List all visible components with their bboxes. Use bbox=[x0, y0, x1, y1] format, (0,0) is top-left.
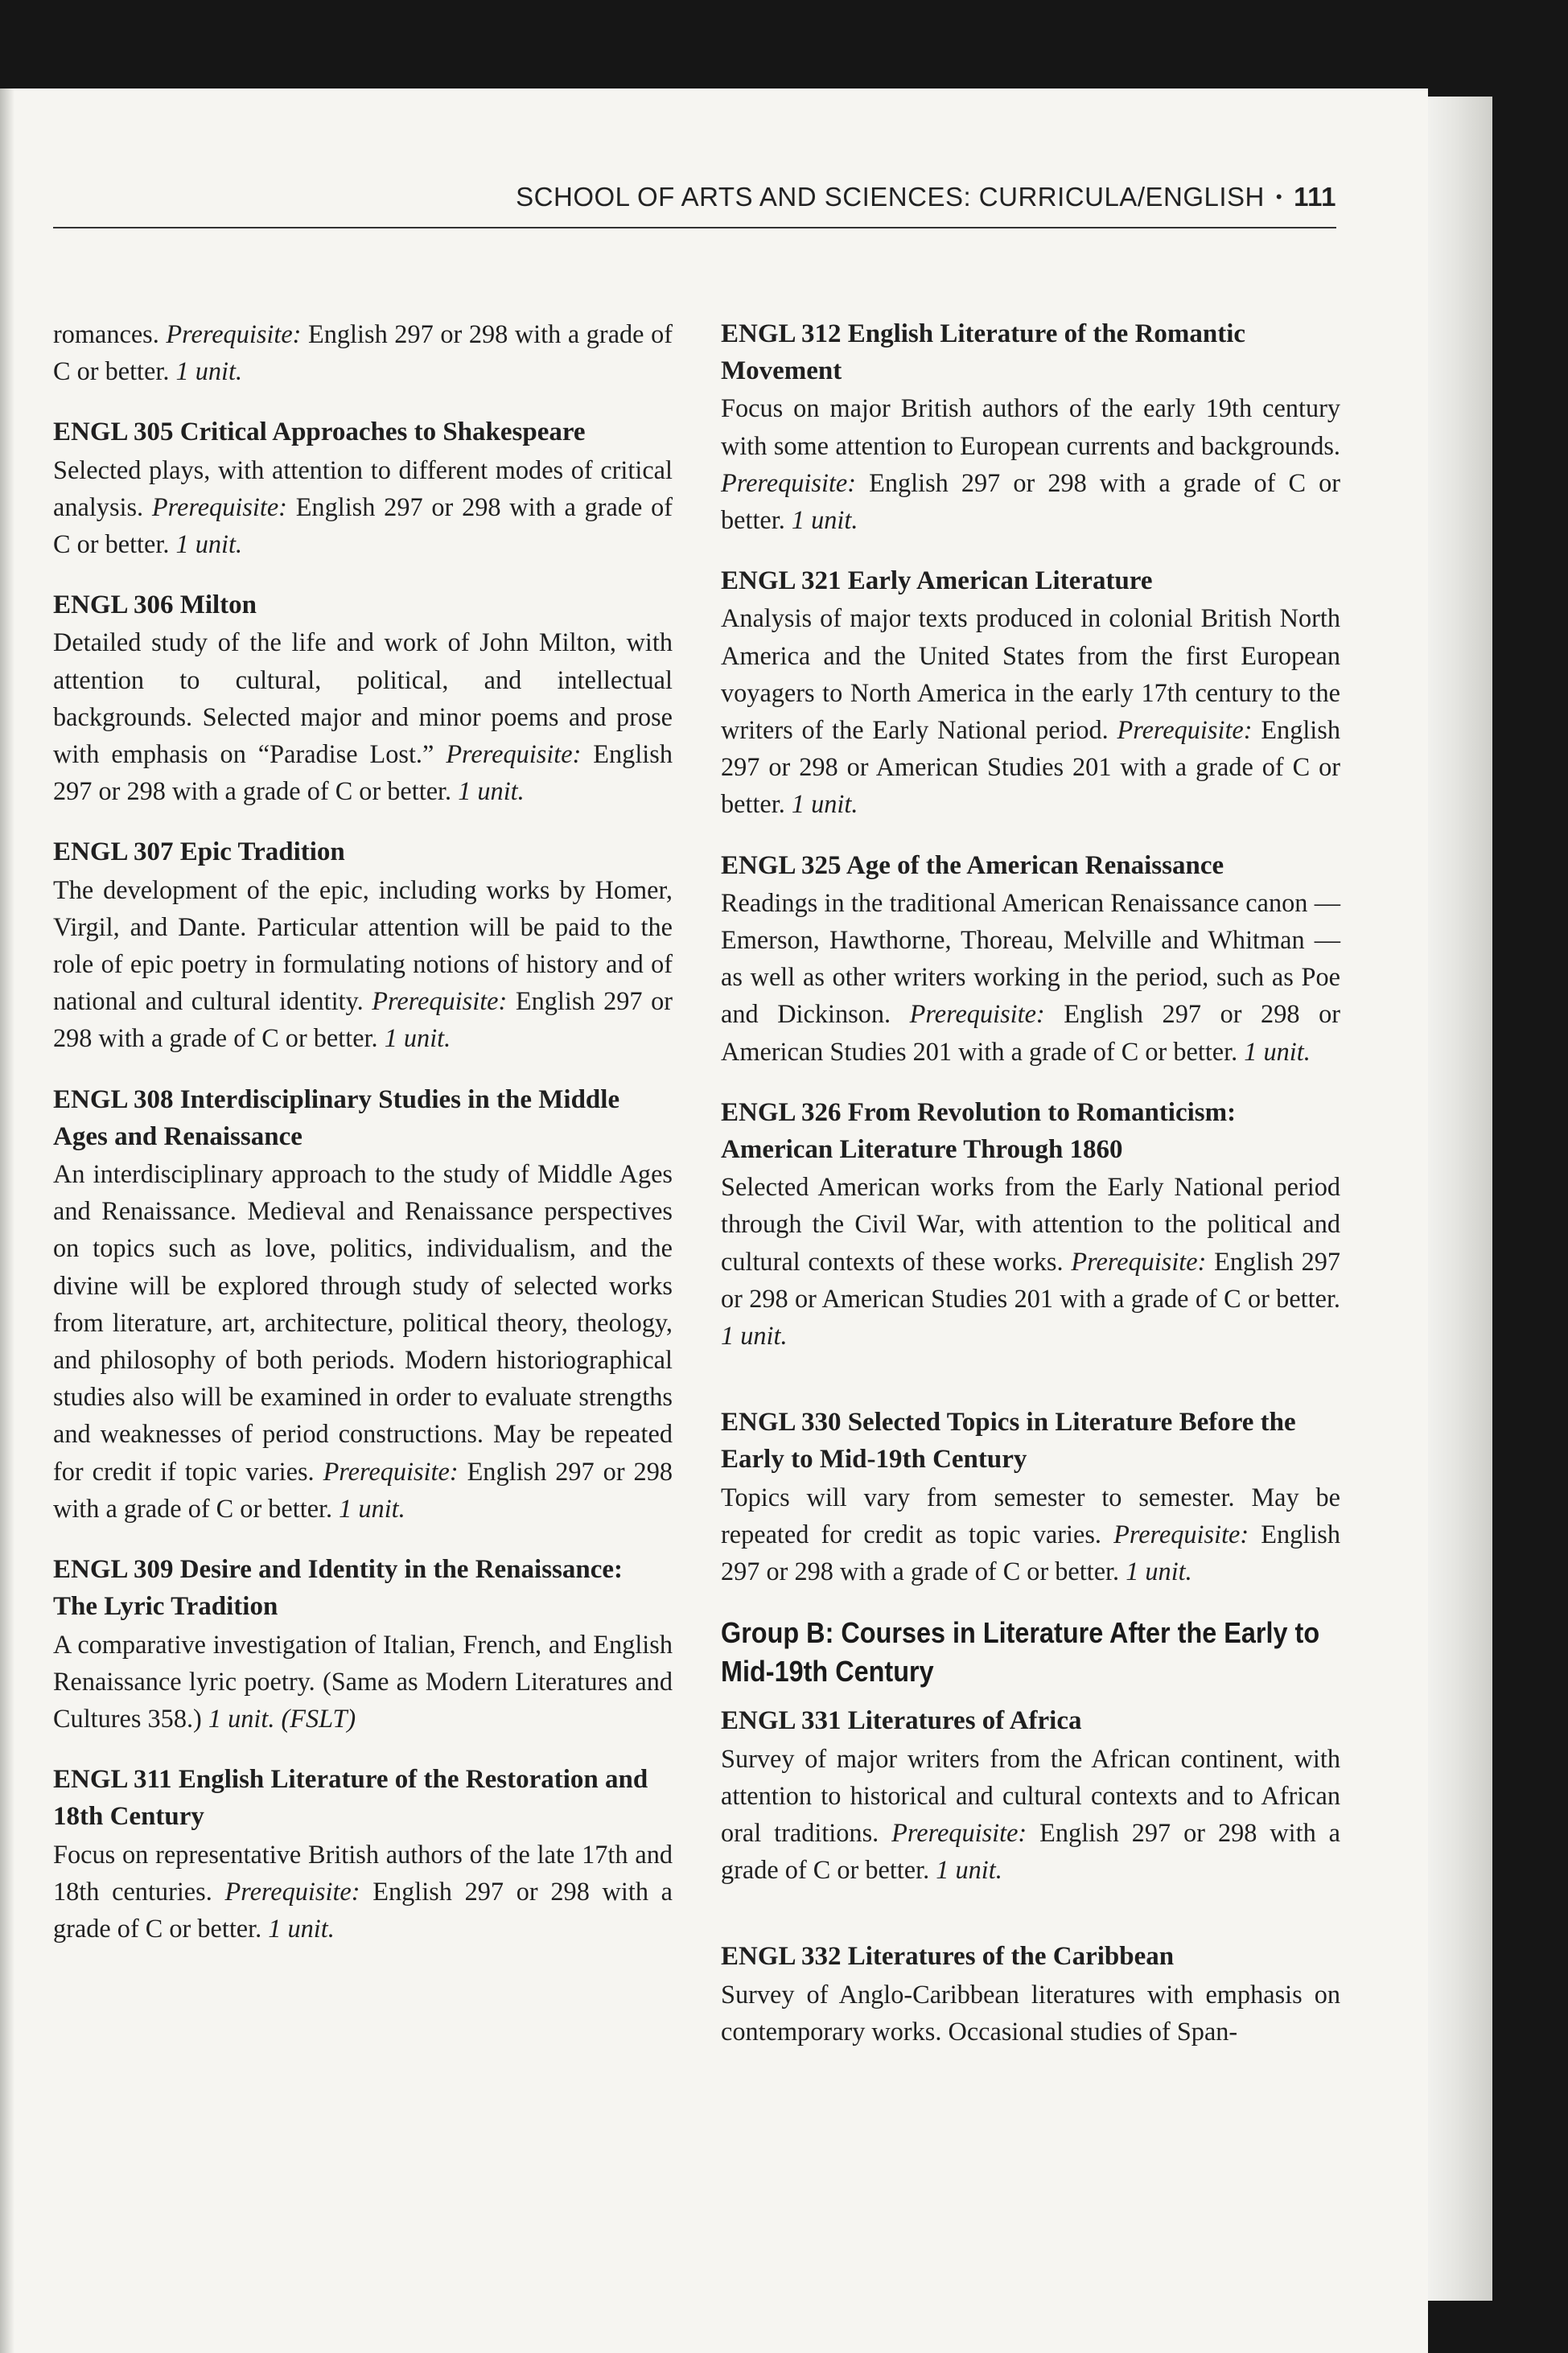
course-description: A comparative investigation of Italian, French, and English Renaissance lyric poetry. (Same as Modern Literatures and Cultures 358.) 1 unit. (FSLT) bbox=[53, 1629, 673, 1733]
course-description: romances. Prerequisite: English 297 or 298 with a grade of C or better. 1 unit. bbox=[53, 319, 673, 386]
course-description: Survey of Anglo-Caribbean literatures with emphasis on contemporary works. Occasional studies of Span- bbox=[721, 1979, 1340, 2046]
course-description: Analysis of major texts produced in colonial British North America and the United States from the first European voyagers to North America in the early 17th century to the writers of the Early National period. Prerequisite: English 297 or 298 or American Studies 201 with a grade of C or better. 1 unit. bbox=[721, 603, 1341, 819]
course-title: ENGL 309 Desire and Identity in the Renaissance: The Lyric Tradition bbox=[53, 1555, 623, 1622]
course-entry-engl-309 bbox=[53, 1551, 673, 1737]
course-title: ENGL 330 Selected Topics in Literature Before the Early to Mid-19th Century bbox=[721, 1408, 1296, 1475]
course-title: ENGL 308 Interdisciplinary Studies in the Middle Ages and Renaissance bbox=[53, 1084, 620, 1151]
course-title: ENGL 306 Milton bbox=[53, 590, 257, 620]
course-entry-engl-312 bbox=[721, 315, 1340, 538]
header-rule bbox=[53, 227, 1336, 228]
course-entry-engl-326 bbox=[721, 1094, 1340, 1354]
right-column bbox=[721, 315, 1340, 2074]
course-description: Focus on major British authors of the early 19th century with some attention to European currents and backgrounds. Prerequisite: English 297 or 298 with a grade of C or better. 1 unit. bbox=[721, 393, 1340, 535]
course-description: Detailed study of the life and work of John Milton, with attention to cultural, political, and intellectual backgrounds. Selected major and minor poems and prose with emphasis on “Paradise Lost.” Prerequisite: English 297 or 298 with a grade of C or better. 1 unit. bbox=[53, 627, 673, 806]
course-title: ENGL 326 From Revolution to Romanticism: American Literature Through 1860 bbox=[721, 1097, 1237, 1165]
course-entry-engl-331 bbox=[721, 1702, 1340, 1888]
course-entry-engl-307 bbox=[53, 833, 673, 1056]
page-number: 111 bbox=[1294, 182, 1336, 212]
group-b-heading: Group B: Courses in Literature After the Early to Mid-19th Century bbox=[721, 1616, 1320, 1689]
course-title: ENGL 311 English Literature of the Restoration and 18th Century bbox=[53, 1765, 648, 1832]
course-entry-engl-330 bbox=[721, 1404, 1340, 1590]
course-title: ENGL 307 Epic Tradition bbox=[53, 837, 345, 867]
course-description: Focus on representative British authors of the late 17th and 18th centuries. Prerequisite: English 297 or 298 with a grade of C or better. 1 unit. bbox=[53, 1839, 673, 1943]
page-gutter-shadow bbox=[0, 88, 14, 2353]
left-column bbox=[53, 315, 673, 1971]
course-description: Readings in the traditional American Renaissance canon — Emerson, Hawthorne, Thoreau, Melville and Whitman — as well as other writers working in the period, such as Poe and Dickinson. Prerequisite: English 297 or 298 or American Studies 201 with a grade of C or better. 1 unit. bbox=[721, 887, 1340, 1066]
continued-entry bbox=[53, 315, 673, 389]
course-title: ENGL 312 English Literature of the Romantic Movement bbox=[721, 319, 1246, 386]
course-title: ENGL 325 Age of the American Renaissance bbox=[721, 850, 1224, 880]
course-entry-engl-311 bbox=[53, 1761, 673, 1947]
course-description: Selected plays, with attention to different modes of critical analysis. Prerequisite: English 297 or 298 with a grade of C or better. 1 unit. bbox=[53, 455, 673, 559]
course-title: ENGL 321 Early American Literature bbox=[721, 566, 1153, 596]
course-description: The development of the epic, including works by Homer, Virgil, and Dante. Particular attention will be paid to the role of epic poetry in formulating notions of history and of national and cultural identity. Prerequisite: English 297 or 298 with a grade of C or better. 1 unit. bbox=[53, 874, 673, 1053]
course-entry-engl-332 bbox=[721, 1938, 1340, 2050]
course-entry-engl-306 bbox=[53, 586, 673, 809]
course-entry-engl-305 bbox=[53, 413, 673, 562]
course-entry-engl-325 bbox=[721, 847, 1340, 1070]
running-header bbox=[53, 182, 1336, 212]
course-entry-engl-308 bbox=[53, 1081, 673, 1527]
course-title: ENGL 332 Literatures of the Caribbean bbox=[721, 1942, 1175, 1972]
course-entry-engl-321 bbox=[721, 562, 1340, 822]
course-description: An interdisciplinary approach to the study of Middle Ages and Renaissance. Medieval and Renaissance perspectives on topics such as love, politics, individualism, and the divine will be explored through study of selected works from literature, art, architecture, political theory, theology, and philosophy of both periods. Modern historiographical studies also will be examined in order to evaluate strengths and weaknesses of period constructions. May be repeated for credit if topic varies. Prerequisite: English 297 or 298 with a grade of C or better. 1 unit. bbox=[53, 1159, 673, 1523]
course-description: Selected American works from the Early National period through the Civil War, with attention to the political and cultural contexts of these works. Prerequisite: English 297 or 298 or American Studies 201 with a grade of C or better. 1 unit. bbox=[721, 1172, 1341, 1351]
course-description: Topics will vary from semester to semester. May be repeated for credit as topic varies. Prerequisite: English 297 or 298 with a grade of C or better. 1 unit. bbox=[721, 1482, 1340, 1586]
header-title: SCHOOL OF ARTS AND SCIENCES: CURRICULA/ENGLISH bbox=[516, 182, 1265, 212]
course-description: Survey of major writers from the African continent, with attention to historical and cultural contexts and to African oral traditions. Prerequisite: English 297 or 298 with a grade of C or better. 1 unit. bbox=[721, 1743, 1341, 1885]
course-title: ENGL 305 Critical Approaches to Shakespeare bbox=[53, 418, 586, 447]
header-bullet: • bbox=[1275, 187, 1283, 207]
course-title: ENGL 331 Literatures of Africa bbox=[721, 1706, 1082, 1736]
